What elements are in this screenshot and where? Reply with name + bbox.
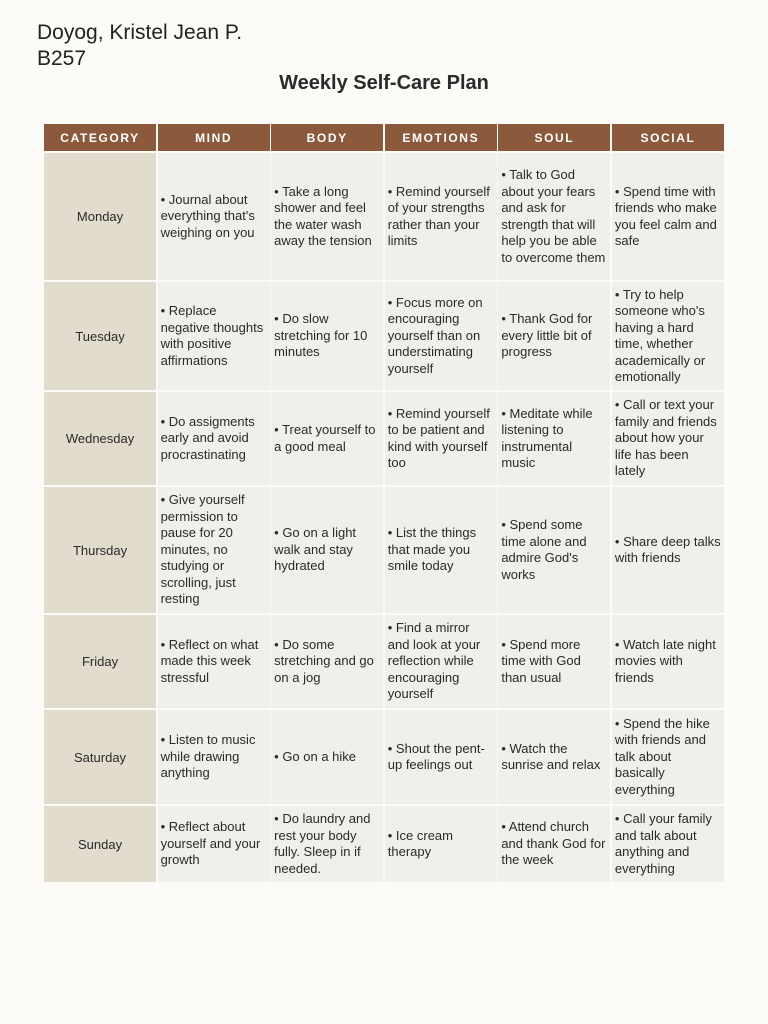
cell-saturday-mind: • Listen to music while drawing anything xyxy=(158,710,270,804)
cell-tuesday-emotions: • Focus more on encouraging yourself than on understimating yourself xyxy=(385,282,497,390)
cell-sunday-emotions: • Ice cream therapy xyxy=(385,806,497,882)
day-label-sunday: Sunday xyxy=(44,806,156,882)
cell-monday-body: • Take a long shower and feel the water wash away the tension xyxy=(271,153,383,280)
cell-thursday-emotions: • List the things that made you smile today xyxy=(385,487,497,613)
cell-sunday-mind: • Reflect about yourself and your growth xyxy=(158,806,270,882)
author-name: Doyog, Kristel Jean P. xyxy=(37,21,243,44)
cell-tuesday-soul: • Thank God for every little bit of progress xyxy=(498,282,610,390)
cell-thursday-social: • Share deep talks with friends xyxy=(612,487,724,613)
cell-friday-soul: • Spend more time with God than usual xyxy=(498,615,610,708)
cell-wednesday-emotions: • Remind yourself to be patient and kind with yourself too xyxy=(385,392,497,485)
column-header-emotions: EMOTIONS xyxy=(385,124,497,151)
cell-sunday-social: • Call your family and talk about anything and everything xyxy=(612,806,724,882)
cell-monday-emotions: • Remind yourself of your strengths rather than your limits xyxy=(385,153,497,280)
cell-saturday-soul: • Watch the sunrise and relax xyxy=(498,710,610,804)
column-header-body: BODY xyxy=(271,124,383,151)
cell-tuesday-body: • Do slow stretching for 10 minutes xyxy=(271,282,383,390)
section-code: B257 xyxy=(37,47,87,70)
page-title: Weekly Self-Care Plan xyxy=(279,72,489,94)
cell-thursday-mind: • Give yourself permission to pause for 20 minutes, no studying or scrolling, just resting xyxy=(158,487,270,613)
cell-thursday-body: • Go on a light walk and stay hydrated xyxy=(271,487,383,613)
day-label-tuesday: Tuesday xyxy=(44,282,156,390)
day-label-saturday: Saturday xyxy=(44,710,156,804)
cell-monday-soul: • Talk to God about your fears and ask for strength that will help you be able to overcome them xyxy=(498,153,610,280)
cell-tuesday-social: • Try to help someone who's having a hard time, whether academically or emotionally xyxy=(612,282,724,390)
column-header-mind: MIND xyxy=(158,124,270,151)
self-care-table xyxy=(44,124,724,882)
cell-sunday-body: • Do laundry and rest your body fully. Sleep in if needed. xyxy=(271,806,383,882)
cell-friday-mind: • Reflect on what made this week stressful xyxy=(158,615,270,708)
cell-sunday-soul: • Attend church and thank God for the week xyxy=(498,806,610,882)
day-label-monday: Monday xyxy=(44,153,156,280)
column-header-social: SOCIAL xyxy=(612,124,724,151)
day-label-friday: Friday xyxy=(44,615,156,708)
column-header-soul: SOUL xyxy=(498,124,610,151)
day-label-thursday: Thursday xyxy=(44,487,156,613)
cell-wednesday-mind: • Do assigments early and avoid procrastinating xyxy=(158,392,270,485)
cell-tuesday-mind: • Replace negative thoughts with positive affirmations xyxy=(158,282,270,390)
cell-saturday-social: • Spend the hike with friends and talk about basically everything xyxy=(612,710,724,804)
cell-wednesday-soul: • Meditate while listening to instrumental music xyxy=(498,392,610,485)
cell-thursday-soul: • Spend some time alone and admire God's works xyxy=(498,487,610,613)
column-header-category: CATEGORY xyxy=(44,124,156,151)
cell-saturday-body: • Go on a hike xyxy=(271,710,383,804)
cell-wednesday-body: • Treat yourself to a good meal xyxy=(271,392,383,485)
cell-friday-emotions: • Find a mirror and look at your reflection while encouraging yourself xyxy=(385,615,497,708)
cell-wednesday-social: • Call or text your family and friends about how your life has been lately xyxy=(612,392,724,485)
cell-monday-mind: • Journal about everything that's weighing on you xyxy=(158,153,270,280)
cell-saturday-emotions: • Shout the pent-up feelings out xyxy=(385,710,497,804)
cell-friday-social: • Watch late night movies with friends xyxy=(612,615,724,708)
cell-friday-body: • Do some stretching and go on a jog xyxy=(271,615,383,708)
cell-monday-social: • Spend time with friends who make you feel calm and safe xyxy=(612,153,724,280)
day-label-wednesday: Wednesday xyxy=(44,392,156,485)
